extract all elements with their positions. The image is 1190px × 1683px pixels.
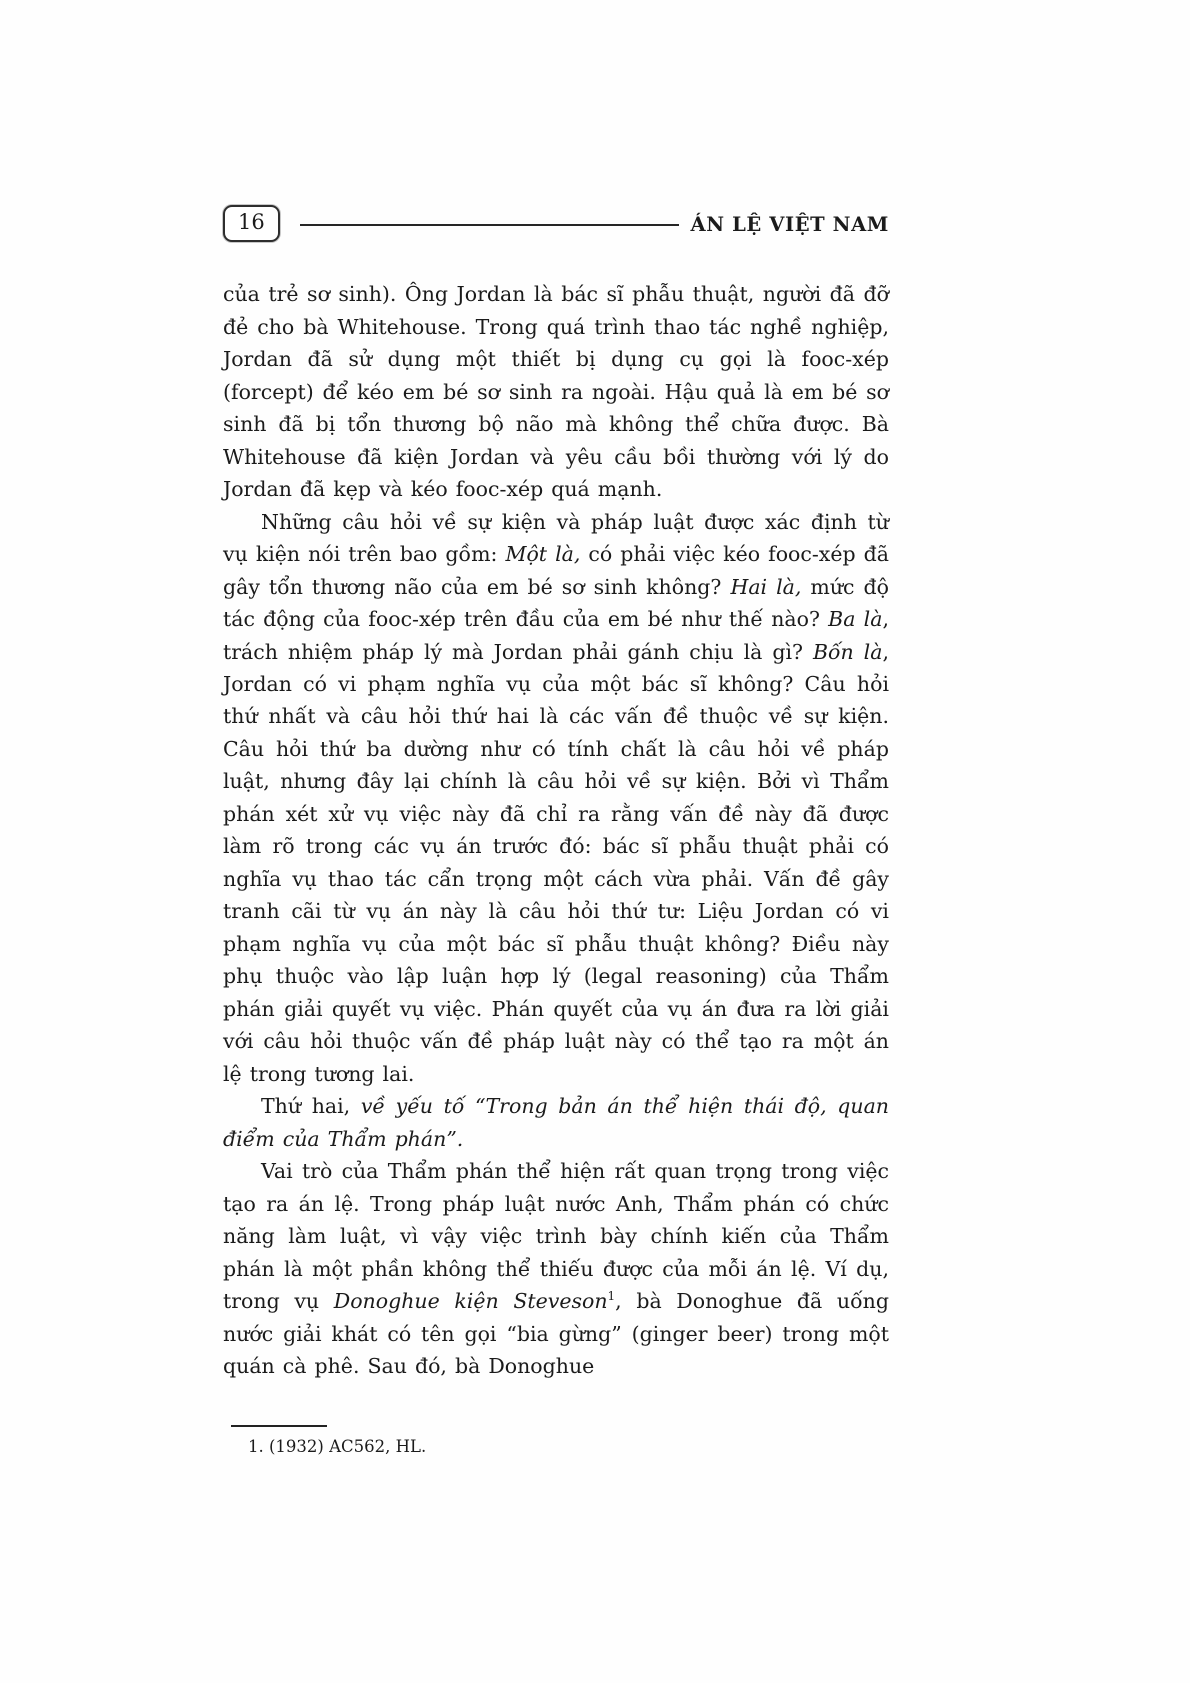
text-run: , Jordan có vi phạm nghĩa vụ của một bác sĩ không? Câu hỏi thứ nhất và câu hỏi thứ hai là các vấn đề thuộc về sự kiện. Câu hỏi thứ ba dường như có tính chất là câu hỏi về pháp luật, nhưng đây lại chính là câu hỏi về sự kiện. Bởi vì Thẩm phán xét xử vụ việc này đã chỉ ra rằng vấn đề này đã được làm rõ trong các vụ án trước đó: bác sĩ phẫu thuật phải có nghĩa vụ thao tác cẩn trọng một cách vừa phải. Vấn đề gây tranh cãi từ vụ án này là câu hỏi thứ tư: Liệu Jordan có vi phạm nghĩa vụ của một bác sĩ phẫu thuật không? Điều này phụ thuộc vào lập luận hợp lý (legal reasoning) của Thẩm phán giải quyết vụ việc. Phán quyết của vụ án đưa ra lời giải với câu hỏi thuộc vấn đề pháp luật này có thể tạo ra một án lệ trong tương lai. xyxy=(223,639,889,1086)
text-run: Những câu hỏi về sự kiện và pháp luật được xác định từ vụ kiện nói trên bao gồm: xyxy=(223,509,889,567)
italic-text-run: Hai là, xyxy=(730,574,802,599)
text-run: có phải việc kéo fooc-xép đã gây tổn thương não của em bé sơ sinh không? xyxy=(223,542,889,599)
text-run: , trách nhiệm pháp lý mà Jordan phải gánh chịu là gì? xyxy=(223,607,889,664)
running-head xyxy=(223,205,889,242)
text-run: , bà Donoghue đã uống nước giải khát có tên gọi “bia gừng” (ginger beer) trong một quán cà phê. Sau đó, bà Donoghue xyxy=(223,1289,889,1379)
text-run: Thứ hai, xyxy=(261,1094,361,1119)
footnote-reference: 1 xyxy=(607,1289,616,1304)
paragraph xyxy=(223,278,889,505)
footnote-rule xyxy=(231,1425,327,1427)
footnote-text: 1. (1932) AC562, HL. xyxy=(248,1436,427,1456)
page-number: 16 xyxy=(238,210,265,234)
italic-text-run: về yếu tố “Trong bản án thể hiện thái độ, quan điểm của Thẩm phán”. xyxy=(223,1094,890,1151)
header-title: ÁN LỆ VIỆT NAM xyxy=(690,213,889,237)
paragraph xyxy=(223,1155,889,1382)
header-rule xyxy=(300,224,679,226)
body-text xyxy=(223,278,889,1382)
italic-text-run: Donoghue kiện Steveson xyxy=(333,1289,608,1314)
italic-text-run: Ba là xyxy=(828,607,883,632)
paragraph xyxy=(223,1090,889,1155)
footnote-section xyxy=(223,1425,889,1458)
text-run: Vai trò của Thẩm phán thể hiện rất quan trọng trong việc tạo ra án lệ. Trong pháp luật nước Anh, Thẩm phán có chức năng làm luật, vì vậy việc trình bày chính kiến của Thẩm phán là một phần không thể thiếu được của mỗi án lệ. Ví dụ, trong vụ xyxy=(223,1159,889,1314)
paragraph xyxy=(223,506,889,1091)
text-run: của trẻ sơ sinh). Ông Jordan là bác sĩ phẫu thuật, người đã đỡ đẻ cho bà Whitehouse. Trong quá trình thao tác nghề nghiệp, Jordan đã sử dụng một thiết bị dụng cụ gọi là fooc-xép (forcept) để kéo em bé sơ sinh ra ngoài. Hậu quả là em bé sơ sinh đã bị tổn thương bộ não mà không thể chữa được. Bà Whitehouse đã kiện Jordan và yêu cầu bồi thường với lý do Jordan đã kẹp và kéo fooc-xép quá mạnh. xyxy=(223,282,889,502)
page-number-box xyxy=(223,205,280,242)
italic-text-run: Bốn là xyxy=(812,639,883,664)
italic-text-run: Một là, xyxy=(505,542,581,567)
text-block xyxy=(223,205,889,1458)
text-run: mức độ tác động của fooc-xép trên đầu của em bé như thế nào? xyxy=(223,574,890,632)
